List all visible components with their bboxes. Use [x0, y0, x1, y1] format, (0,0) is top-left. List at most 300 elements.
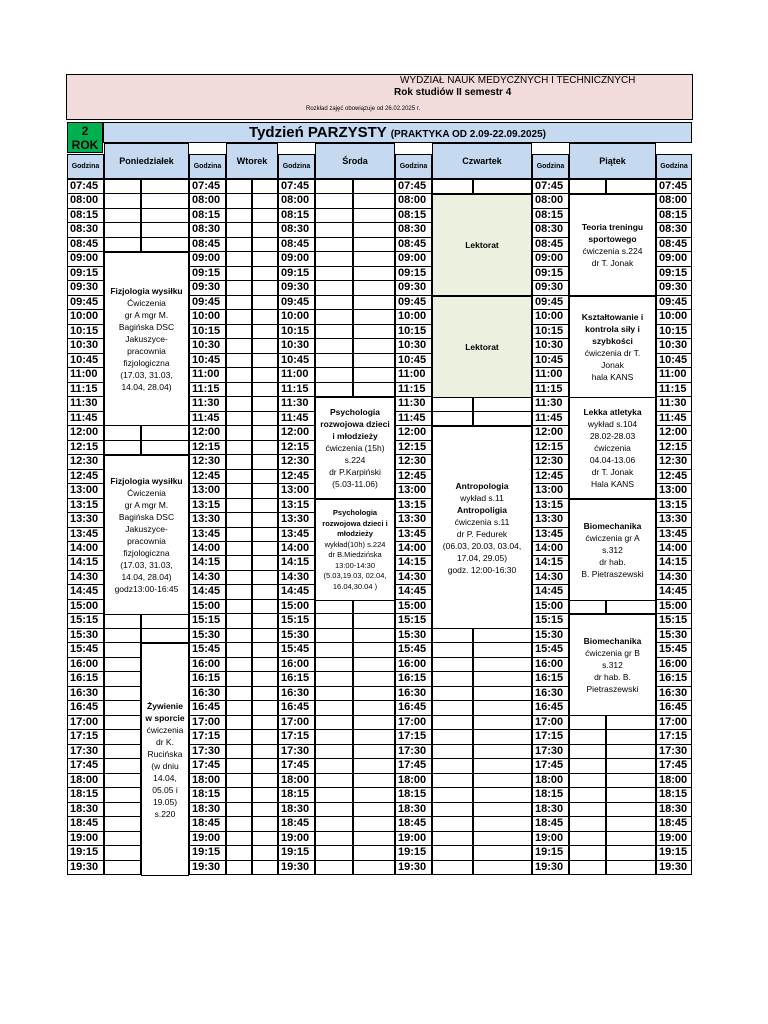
empty-slot-cell: [432, 729, 473, 744]
empty-slot-cell: [226, 338, 252, 353]
time-slot-cell: 18:00: [656, 773, 692, 788]
empty-slot-cell: [315, 642, 353, 657]
empty-slot-cell: [353, 816, 395, 831]
empty-slot-cell: [432, 657, 473, 672]
time-slot-cell: 18:30: [532, 802, 569, 817]
time-slot-cell: 13:15: [278, 498, 315, 513]
empty-slot-cell: [315, 657, 353, 672]
friday-biomechanika-b-line: dr hab. B.: [594, 672, 631, 682]
year-number: 2: [81, 124, 89, 138]
empty-slot-cell: [226, 787, 252, 802]
empty-slot-cell: [315, 295, 353, 310]
time-slot-cell: 13:45: [189, 527, 226, 542]
empty-slot-cell: [104, 802, 141, 817]
time-slot-cell: 10:15: [278, 324, 315, 339]
empty-slot-cell: [252, 527, 278, 542]
week-title: [103, 122, 692, 143]
empty-slot-cell: [104, 657, 141, 672]
time-slot-cell: 08:00: [395, 193, 432, 208]
time-slot-cell: 10:45: [278, 353, 315, 368]
col-header-time-2: Godzina: [189, 154, 226, 179]
wednesday-psychologia-cwiczenia-line: s.224: [344, 455, 366, 465]
empty-slot-cell: [226, 642, 252, 657]
empty-slot-cell: [315, 599, 353, 614]
thursday-lektorat-2-title: Lektorat: [465, 342, 499, 352]
time-slot-cell: 14:00: [395, 541, 432, 556]
time-slot-cell: 17:15: [532, 729, 569, 744]
time-slot-cell: 08:30: [67, 222, 104, 237]
time-slot-cell: 15:30: [656, 628, 692, 643]
monday-zywienie-line: (w dniu: [151, 760, 179, 771]
empty-slot-cell: [353, 729, 395, 744]
time-slot-cell: 12:45: [67, 469, 104, 484]
time-slot-cell: 18:30: [656, 802, 692, 817]
time-slot-cell: 13:45: [67, 527, 104, 542]
time-slot-cell: 15:15: [532, 613, 569, 628]
monday-fizjologia-2-line: gr A mgr M.: [124, 500, 169, 510]
time-slot-cell: 18:00: [395, 773, 432, 788]
time-slot-cell: 14:45: [67, 584, 104, 599]
wednesday-psychologia-wyklad-line: 13:00-14:30: [334, 560, 376, 570]
time-slot-cell: 09:30: [395, 280, 432, 295]
time-slot-cell: 16:45: [532, 700, 569, 715]
time-slot-cell: 16:30: [656, 686, 692, 701]
empty-slot-cell: [432, 860, 473, 875]
time-slot-cell: 14:45: [656, 584, 692, 599]
time-slot-cell: 16:00: [656, 657, 692, 672]
time-slot-cell: 17:45: [656, 758, 692, 773]
empty-slot-cell: [432, 744, 473, 759]
empty-slot-cell: [226, 396, 252, 411]
empty-slot-cell: [606, 773, 656, 788]
thursday-lektorat-2: [432, 296, 532, 398]
time-slot-cell: 17:15: [67, 729, 104, 744]
empty-slot-cell: [315, 628, 353, 643]
time-slot-cell: 12:15: [67, 440, 104, 455]
thursday-antropologia-title: Antropologia: [455, 480, 509, 491]
friday-ksztaltowanie: [569, 296, 656, 398]
empty-slot-cell: [104, 816, 141, 831]
empty-slot-cell: [252, 613, 278, 628]
empty-slot-cell: [141, 613, 189, 628]
empty-slot-cell: [104, 787, 141, 802]
time-slot-cell: 12:30: [278, 454, 315, 469]
time-slot-cell: 07:45: [395, 179, 432, 194]
time-slot-cell: 12:30: [395, 454, 432, 469]
empty-slot-cell: [569, 744, 606, 759]
empty-slot-cell: [432, 396, 473, 411]
time-slot-cell: 10:45: [189, 353, 226, 368]
friday-biomechanika-a-title: Biomechanika: [583, 521, 642, 531]
time-slot-cell: 12:45: [189, 469, 226, 484]
time-slot-cell: 13:45: [532, 527, 569, 542]
empty-slot-cell: [315, 367, 353, 382]
time-slot-cell: 18:00: [67, 773, 104, 788]
time-slot-cell: 17:00: [395, 715, 432, 730]
week-name: Tydzień PARZYSTY: [249, 124, 387, 141]
time-slot-cell: 08:30: [656, 222, 692, 237]
validity-note: Rozkład zajęć obowiązuje od 26.02.2025 r.: [306, 106, 421, 112]
time-slot-cell: 11:00: [656, 367, 692, 382]
empty-slot-cell: [252, 555, 278, 570]
empty-slot-cell: [315, 816, 353, 831]
empty-slot-cell: [353, 787, 395, 802]
time-slot-cell: 12:15: [189, 440, 226, 455]
thursday-lektorat-1: [432, 194, 532, 296]
time-slot-cell: 08:45: [532, 237, 569, 252]
time-slot-cell: 13:00: [67, 483, 104, 498]
time-slot-cell: 16:15: [656, 671, 692, 686]
time-slot-cell: 15:30: [278, 628, 315, 643]
empty-slot-cell: [353, 208, 395, 223]
time-slot-cell: 16:00: [532, 657, 569, 672]
empty-slot-cell: [606, 831, 656, 846]
time-slot-cell: 19:15: [532, 845, 569, 860]
empty-slot-cell: [252, 324, 278, 339]
empty-slot-cell: [226, 599, 252, 614]
time-slot-cell: 11:00: [532, 367, 569, 382]
friday-biomechanika-b: [569, 614, 656, 716]
friday-ksztaltowanie-line: hala KANS: [591, 372, 634, 382]
empty-slot-cell: [473, 686, 532, 701]
empty-slot-cell: [353, 686, 395, 701]
empty-slot-cell: [252, 671, 278, 686]
time-slot-cell: 10:30: [656, 338, 692, 353]
time-slot-cell: 15:45: [67, 642, 104, 657]
empty-slot-cell: [315, 715, 353, 730]
empty-slot-cell: [252, 498, 278, 513]
empty-slot-cell: [226, 860, 252, 875]
friday-lekka-atletyka-line: dr T. Jonak: [591, 467, 634, 477]
empty-slot-cell: [104, 831, 141, 846]
time-slot-cell: 16:30: [532, 686, 569, 701]
empty-slot-cell: [353, 251, 395, 266]
monday-fizjologia-1-line: 14.04, 28.04): [121, 382, 172, 392]
empty-slot-cell: [226, 845, 252, 860]
monday-zywienie-title: Żywienie w sporcie: [145, 700, 185, 723]
time-slot-cell: 10:30: [189, 338, 226, 353]
empty-slot-cell: [252, 584, 278, 599]
empty-slot-cell: [473, 831, 532, 846]
empty-slot-cell: [315, 193, 353, 208]
friday-teoria-treningu-line: dr T. Jonak: [591, 258, 634, 268]
wednesday-psychologia-wyklad-title: Psychologia rozwojowa dzieci i młodzieży: [322, 508, 388, 538]
monday-zywienie-line: 14.04,: [153, 772, 177, 783]
time-slot-cell: 08:15: [532, 208, 569, 223]
time-slot-cell: 08:15: [395, 208, 432, 223]
empty-slot-cell: [104, 700, 141, 715]
empty-slot-cell: [353, 744, 395, 759]
time-slot-cell: 18:15: [532, 787, 569, 802]
wednesday-psychologia-wyklad-line: dr B.Miedzińska: [328, 550, 382, 559]
time-slot-cell: 19:15: [395, 845, 432, 860]
time-slot-cell: 13:30: [656, 512, 692, 527]
time-slot-cell: 14:30: [532, 570, 569, 585]
time-slot-cell: 10:15: [656, 324, 692, 339]
monday-fizjologia-2-line: Jakuszyce-: [125, 524, 168, 534]
empty-slot-cell: [315, 222, 353, 237]
empty-slot-cell: [606, 179, 656, 194]
empty-slot-cell: [252, 454, 278, 469]
time-slot-cell: 18:45: [67, 816, 104, 831]
monday-zywienie-line: s.220: [154, 808, 176, 819]
monday-fizjologia-1-line: gr A mgr M.: [124, 310, 169, 320]
time-slot-cell: 10:15: [67, 324, 104, 339]
time-slot-cell: 18:00: [278, 773, 315, 788]
col-header-time-3: Godzina: [278, 154, 315, 179]
empty-slot-cell: [473, 179, 532, 194]
time-slot-cell: 13:45: [656, 527, 692, 542]
time-slot-cell: 18:00: [532, 773, 569, 788]
time-slot-cell: 10:15: [189, 324, 226, 339]
empty-slot-cell: [226, 498, 252, 513]
empty-slot-cell: [353, 773, 395, 788]
empty-slot-cell: [473, 657, 532, 672]
time-slot-cell: 17:30: [656, 744, 692, 759]
empty-slot-cell: [252, 729, 278, 744]
col-header-thursday: Czwartek: [432, 143, 532, 179]
empty-slot-cell: [315, 671, 353, 686]
empty-slot-cell: [353, 222, 395, 237]
empty-slot-cell: [315, 382, 353, 397]
time-slot-cell: 14:15: [656, 555, 692, 570]
empty-slot-cell: [252, 700, 278, 715]
time-slot-cell: 16:15: [278, 671, 315, 686]
monday-fizjologia-2-line: godz13:00-16:45: [114, 584, 179, 594]
empty-slot-cell: [226, 266, 252, 281]
time-slot-cell: 18:45: [395, 816, 432, 831]
empty-slot-cell: [252, 787, 278, 802]
empty-slot-cell: [141, 179, 189, 194]
time-slot-cell: 08:15: [656, 208, 692, 223]
empty-slot-cell: [353, 237, 395, 252]
empty-slot-cell: [252, 222, 278, 237]
empty-slot-cell: [353, 382, 395, 397]
time-slot-cell: 10:00: [278, 309, 315, 324]
friday-biomechanika-b-line: Pietraszewski: [586, 684, 639, 694]
time-slot-cell: 10:30: [532, 338, 569, 353]
time-slot-cell: 10:45: [656, 353, 692, 368]
time-slot-cell: 15:45: [395, 642, 432, 657]
time-slot-cell: 10:15: [395, 324, 432, 339]
time-slot-cell: 09:30: [189, 280, 226, 295]
time-slot-cell: 11:45: [395, 411, 432, 426]
friday-biomechanika-b-line: ćwiczenia gr B: [585, 648, 640, 658]
time-slot-cell: 11:30: [189, 396, 226, 411]
empty-slot-cell: [353, 179, 395, 194]
wednesday-psychologia-cwiczenia: [315, 397, 395, 499]
time-slot-cell: 13:00: [656, 483, 692, 498]
time-slot-cell: 11:15: [656, 382, 692, 397]
empty-slot-cell: [252, 425, 278, 440]
time-slot-cell: 08:45: [67, 237, 104, 252]
empty-slot-cell: [315, 613, 353, 628]
time-slot-cell: 13:45: [395, 527, 432, 542]
time-slot-cell: 11:45: [532, 411, 569, 426]
time-slot-cell: 19:00: [395, 831, 432, 846]
empty-slot-cell: [252, 396, 278, 411]
year-label: ROK: [71, 138, 99, 152]
empty-slot-cell: [315, 802, 353, 817]
empty-slot-cell: [104, 237, 141, 252]
time-slot-cell: 11:15: [67, 382, 104, 397]
empty-slot-cell: [353, 657, 395, 672]
empty-slot-cell: [353, 642, 395, 657]
time-slot-cell: 13:45: [278, 527, 315, 542]
empty-slot-cell: [473, 845, 532, 860]
time-slot-cell: 17:15: [278, 729, 315, 744]
friday-lekka-atletyka-line: 04.04-13.06: [589, 455, 636, 465]
monday-fizjologia-2: [104, 455, 189, 615]
empty-slot-cell: [226, 367, 252, 382]
time-slot-cell: 19:30: [395, 860, 432, 875]
time-slot-cell: 19:00: [67, 831, 104, 846]
time-slot-cell: 15:15: [656, 613, 692, 628]
empty-slot-cell: [252, 715, 278, 730]
empty-slot-cell: [353, 353, 395, 368]
time-slot-cell: 18:15: [395, 787, 432, 802]
time-slot-cell: 17:30: [278, 744, 315, 759]
monday-zywienie: [141, 643, 189, 876]
empty-slot-cell: [104, 222, 141, 237]
time-slot-cell: 17:30: [67, 744, 104, 759]
empty-slot-cell: [226, 700, 252, 715]
empty-slot-cell: [432, 411, 473, 426]
empty-slot-cell: [226, 280, 252, 295]
empty-slot-cell: [315, 353, 353, 368]
empty-slot-cell: [315, 208, 353, 223]
time-slot-cell: 18:30: [67, 802, 104, 817]
monday-fizjologia-2-line: (17.03, 31.03,: [120, 560, 173, 570]
time-slot-cell: 09:00: [67, 251, 104, 266]
time-slot-cell: 09:45: [395, 295, 432, 310]
empty-slot-cell: [569, 860, 606, 875]
time-slot-cell: 08:15: [67, 208, 104, 223]
time-slot-cell: 17:45: [67, 758, 104, 773]
empty-slot-cell: [353, 700, 395, 715]
empty-slot-cell: [252, 758, 278, 773]
time-slot-cell: 14:00: [656, 541, 692, 556]
monday-zywienie-line: Rucińska: [147, 748, 183, 759]
time-slot-cell: 08:30: [395, 222, 432, 237]
time-slot-cell: 09:15: [189, 266, 226, 281]
empty-slot-cell: [226, 758, 252, 773]
empty-slot-cell: [226, 309, 252, 324]
time-slot-cell: 12:30: [656, 454, 692, 469]
time-slot-cell: 18:30: [189, 802, 226, 817]
monday-fizjologia-1-line: Ćwiczenia: [127, 298, 166, 308]
time-slot-cell: 08:15: [278, 208, 315, 223]
empty-slot-cell: [569, 599, 606, 614]
empty-slot-cell: [226, 483, 252, 498]
empty-slot-cell: [473, 860, 532, 875]
empty-slot-cell: [432, 787, 473, 802]
time-slot-cell: 13:30: [278, 512, 315, 527]
time-slot-cell: 08:30: [189, 222, 226, 237]
empty-slot-cell: [473, 715, 532, 730]
empty-slot-cell: [315, 700, 353, 715]
time-slot-cell: 09:45: [67, 295, 104, 310]
empty-slot-cell: [226, 802, 252, 817]
empty-slot-cell: [606, 802, 656, 817]
empty-slot-cell: [353, 193, 395, 208]
thursday-antropologia-line: wykład s.11: [460, 492, 504, 503]
time-slot-cell: 17:45: [189, 758, 226, 773]
time-slot-cell: 15:00: [67, 599, 104, 614]
time-slot-cell: 17:30: [189, 744, 226, 759]
time-slot-cell: 15:15: [395, 613, 432, 628]
col-header-time-4: Godzina: [395, 154, 432, 179]
empty-slot-cell: [353, 671, 395, 686]
empty-slot-cell: [315, 787, 353, 802]
time-slot-cell: 17:00: [532, 715, 569, 730]
time-slot-cell: 19:30: [67, 860, 104, 875]
time-slot-cell: 08:45: [656, 237, 692, 252]
empty-slot-cell: [252, 266, 278, 281]
empty-slot-cell: [252, 744, 278, 759]
time-slot-cell: 15:30: [67, 628, 104, 643]
friday-biomechanika-a: [569, 499, 656, 601]
time-slot-cell: 14:15: [189, 555, 226, 570]
empty-slot-cell: [226, 222, 252, 237]
time-slot-cell: 13:15: [656, 498, 692, 513]
empty-slot-cell: [315, 831, 353, 846]
time-slot-cell: 12:30: [532, 454, 569, 469]
time-slot-cell: 15:15: [278, 613, 315, 628]
empty-slot-cell: [353, 845, 395, 860]
empty-slot-cell: [226, 555, 252, 570]
thursday-antropologia-line: ćwiczenia s.11: [454, 516, 510, 527]
semester-label: Rok studiów II semestr 4: [394, 87, 512, 98]
empty-slot-cell: [252, 179, 278, 194]
monday-fizjologia-1-title: Fizjologia wysiłku: [110, 286, 183, 296]
time-slot-cell: 08:30: [278, 222, 315, 237]
time-slot-cell: 19:30: [189, 860, 226, 875]
empty-slot-cell: [569, 816, 606, 831]
empty-slot-cell: [432, 686, 473, 701]
friday-lekka-atletyka-title: Lekka atletyka: [583, 407, 642, 417]
time-slot-cell: 18:30: [278, 802, 315, 817]
time-slot-cell: 13:00: [532, 483, 569, 498]
monday-fizjologia-2-title: Fizjologia wysiłku: [110, 476, 183, 486]
time-slot-cell: 11:45: [189, 411, 226, 426]
empty-slot-cell: [104, 193, 141, 208]
empty-slot-cell: [569, 729, 606, 744]
time-slot-cell: 09:45: [656, 295, 692, 310]
wednesday-psychologia-wyklad-line: 16.04,30.04 ): [332, 581, 378, 591]
time-slot-cell: 16:00: [189, 657, 226, 672]
empty-slot-cell: [315, 309, 353, 324]
empty-slot-cell: [104, 686, 141, 701]
time-slot-cell: 13:30: [189, 512, 226, 527]
time-slot-cell: 09:45: [532, 295, 569, 310]
time-slot-cell: 14:15: [395, 555, 432, 570]
time-slot-cell: 10:45: [532, 353, 569, 368]
empty-slot-cell: [252, 686, 278, 701]
empty-slot-cell: [315, 773, 353, 788]
monday-zywienie-line: ćwiczenia: [146, 724, 184, 735]
time-slot-cell: 14:15: [278, 555, 315, 570]
time-slot-cell: 09:15: [532, 266, 569, 281]
monday-fizjologia-2-line: pracownia: [127, 536, 166, 546]
time-slot-cell: 12:45: [656, 469, 692, 484]
year-badge: [67, 122, 103, 153]
time-slot-cell: 15:00: [532, 599, 569, 614]
empty-slot-cell: [432, 715, 473, 730]
thursday-antropologia-line: dr P. Fedurek: [456, 528, 508, 539]
empty-slot-cell: [226, 773, 252, 788]
time-slot-cell: 11:30: [532, 396, 569, 411]
